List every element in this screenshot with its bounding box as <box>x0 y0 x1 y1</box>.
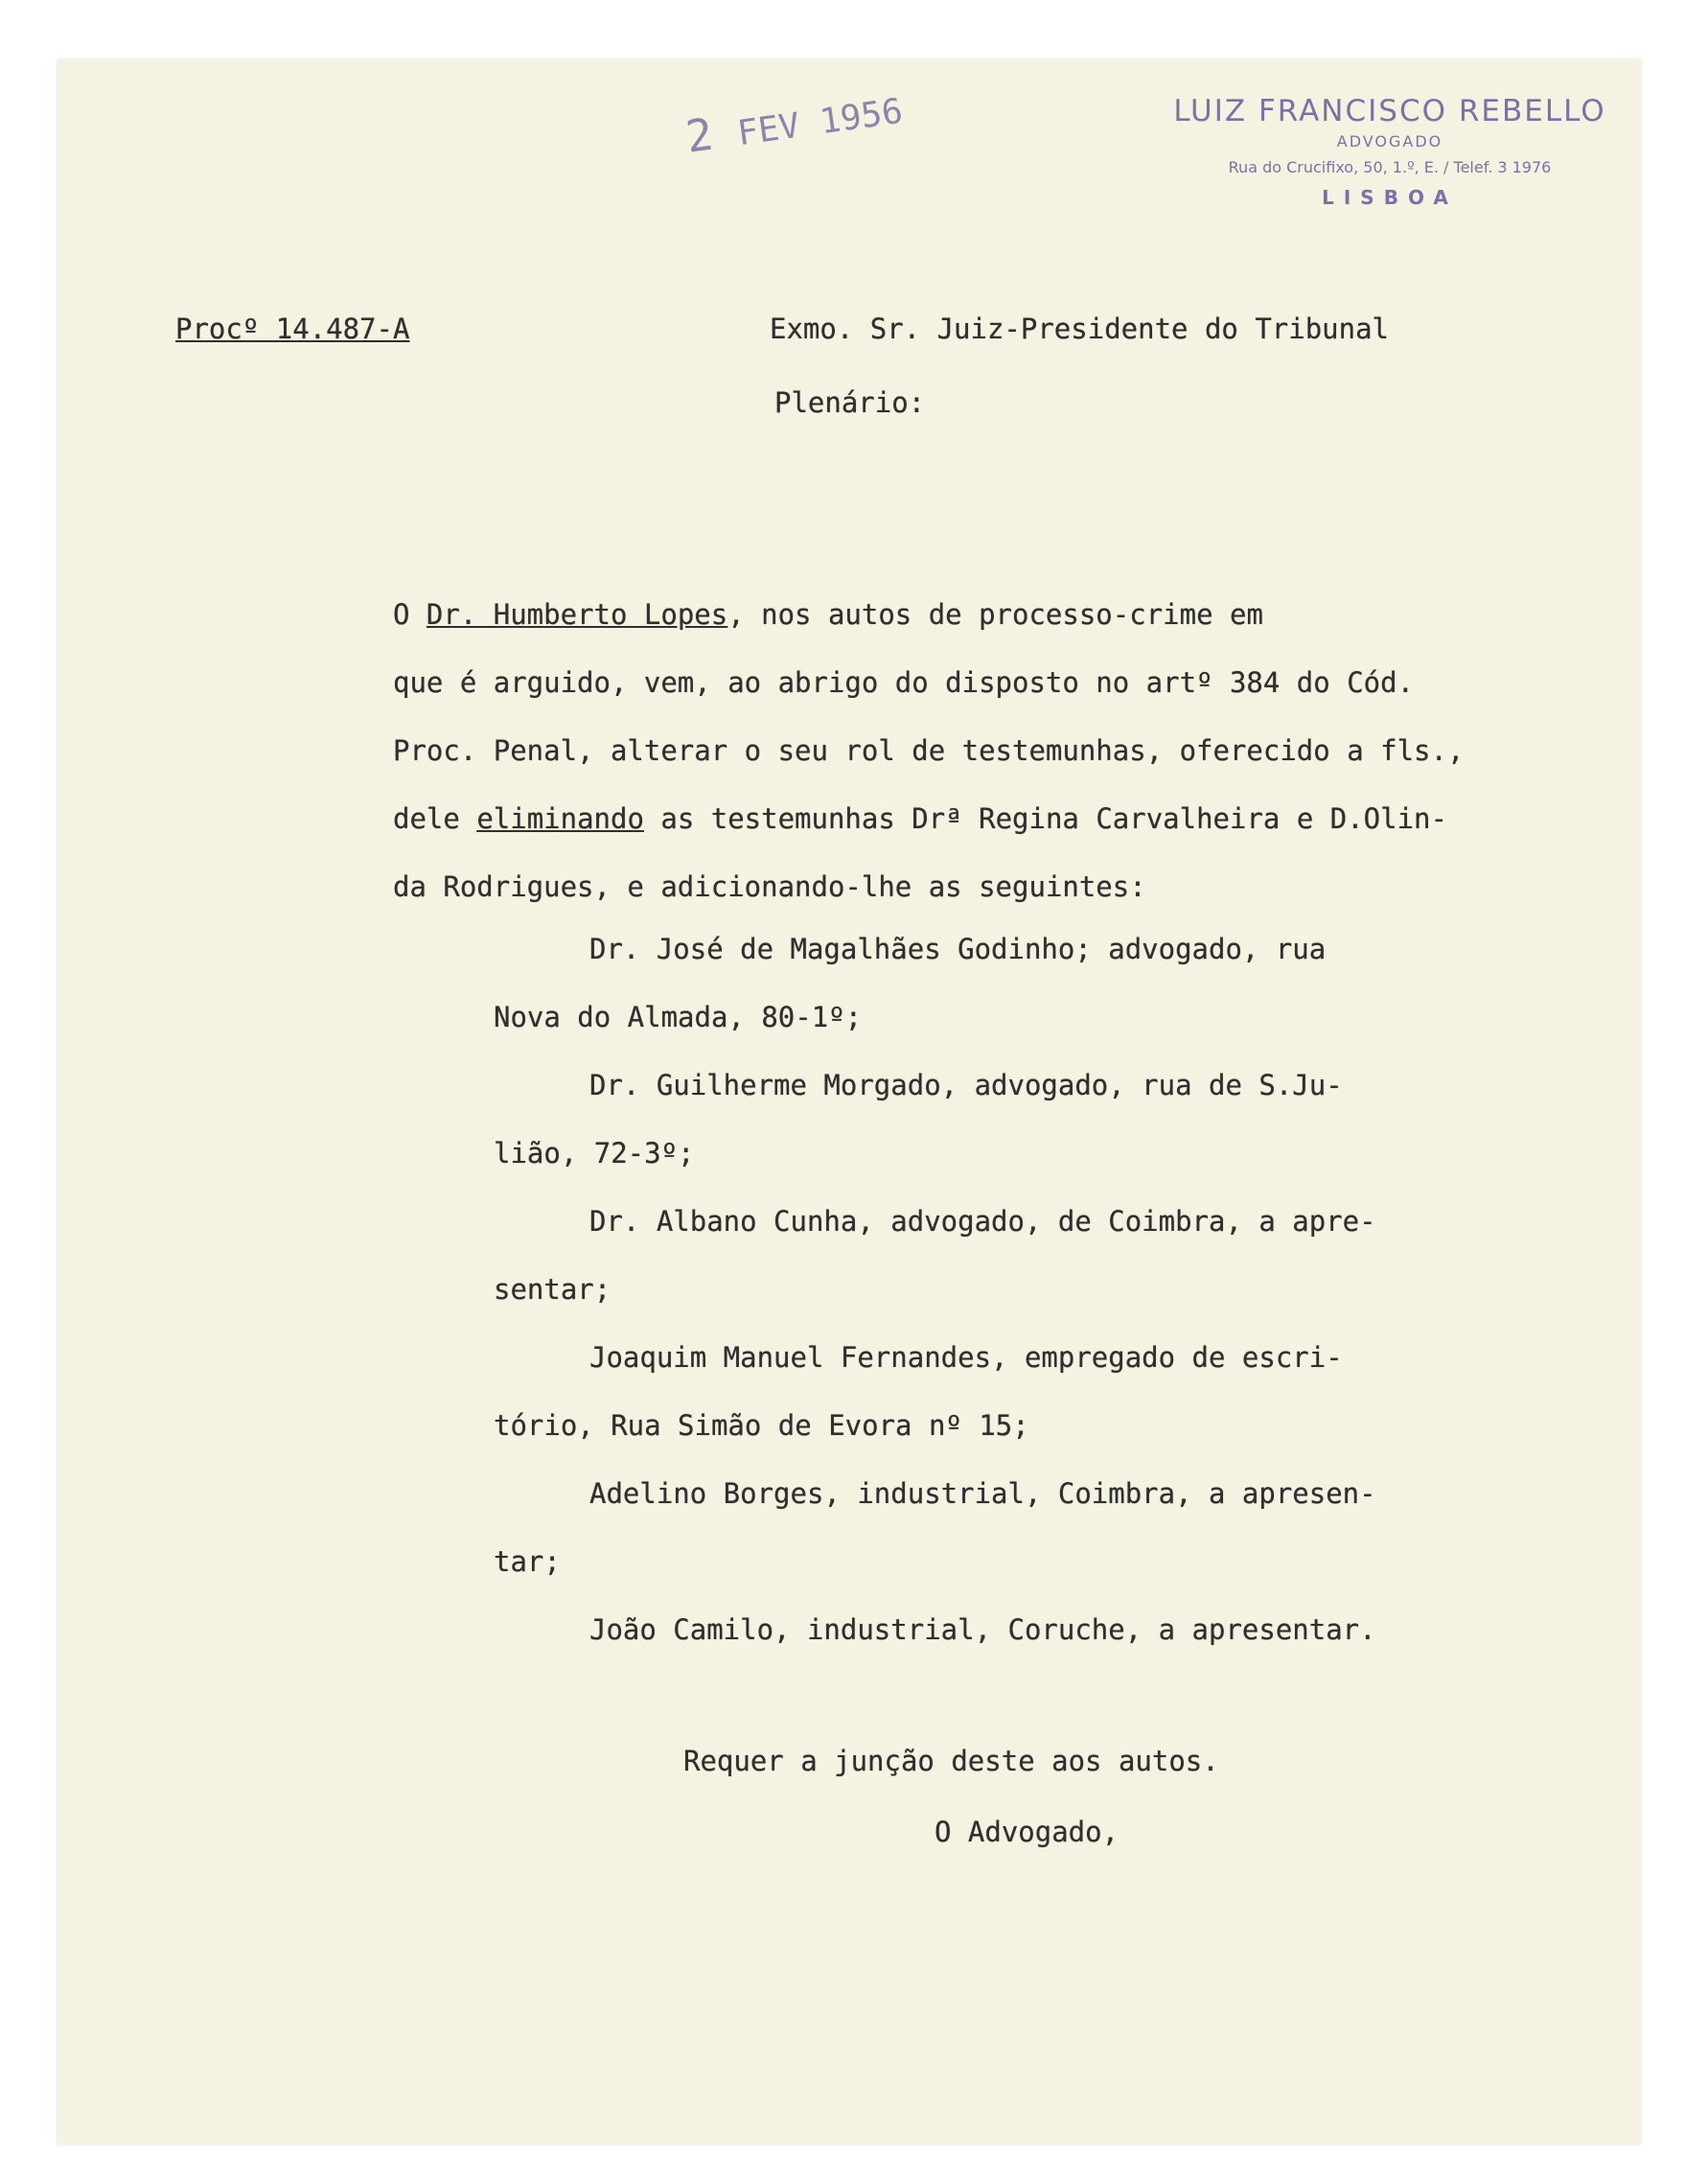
body-continuation <box>393 649 1591 921</box>
body-text: , nos autos de processo-crime em <box>727 598 1263 631</box>
process-reference: Procº 14.487-A <box>175 313 410 345</box>
witness-3-line-1: Dr. Albano Cunha, advogado, de Coimbra, a apre- <box>589 1205 1376 1238</box>
letterhead-name: LUIZ FRANCISCO REBELLO <box>1173 94 1606 128</box>
addressee-line-2: Plenário: <box>774 386 926 419</box>
body-line-3: Proc. Penal, alterar o seu rol de testemunhas, oferecido a fls., <box>393 734 1465 767</box>
body-text: O <box>393 598 427 631</box>
witness-list <box>494 915 1644 1664</box>
witness-5-line-1: Adelino Borges, industrial, Coimbra, a apresen- <box>589 1477 1376 1510</box>
closing-signature: O Advogado, <box>935 1816 1119 1848</box>
body-paragraph-lines <box>393 581 1591 649</box>
letterhead-city: LISBOA <box>1322 186 1458 209</box>
witness-1-line-1: Dr. José de Magalhães Godinho; advogado, rua <box>589 933 1327 965</box>
witness-1-line-2: Nova do Almada, 80-1º; <box>494 1001 863 1033</box>
body-line-2: que é arguido, vem, ao abrigo do disposto no artº 384 do Cód. <box>393 666 1415 699</box>
witness-4-line-2: tório, Rua Simão de Evora nº 15; <box>494 1409 1029 1442</box>
letterhead <box>1150 92 1629 213</box>
addressee-line-1: Exmo. Sr. Juiz-Presidente do Tribunal <box>770 313 1390 345</box>
witness-4-line-1: Joaquim Manuel Fernandes, empregado de escri- <box>589 1341 1343 1374</box>
date-stamp-month-year: FEV 1956 <box>734 91 906 154</box>
body-line-4 <box>393 785 1591 853</box>
defendant-name: Dr. Humberto Lopes <box>426 598 728 631</box>
date-stamp-day: 2 <box>682 107 717 163</box>
witness-6-line-1: João Camilo, industrial, Coruche, a apresentar. <box>589 1613 1376 1646</box>
witness-3-line-2: sentar; <box>494 1273 612 1306</box>
closing-request: Requer a junção deste aos autos. <box>683 1745 1219 1777</box>
letterhead-role: ADVOGADO <box>1336 132 1443 151</box>
body-text: dele <box>393 802 477 835</box>
body-text: as testemunhas Drª Regina Carvalheira e D.Olin- <box>643 802 1447 835</box>
body-line-5: da Rodrigues, e adicionando-lhe as seguintes: <box>393 870 1146 903</box>
witness-2-line-2: lião, 72-3º; <box>494 1137 695 1170</box>
letterhead-address: Rua do Crucifixo, 50, 1.º, E. / Telef. 3 1976 <box>1228 158 1552 176</box>
witness-5-line-2: tar; <box>494 1545 561 1578</box>
eliminating-word: eliminando <box>476 802 644 835</box>
witness-2-line-1: Dr. Guilherme Morgado, advogado, rua de S.Ju- <box>589 1069 1343 1101</box>
